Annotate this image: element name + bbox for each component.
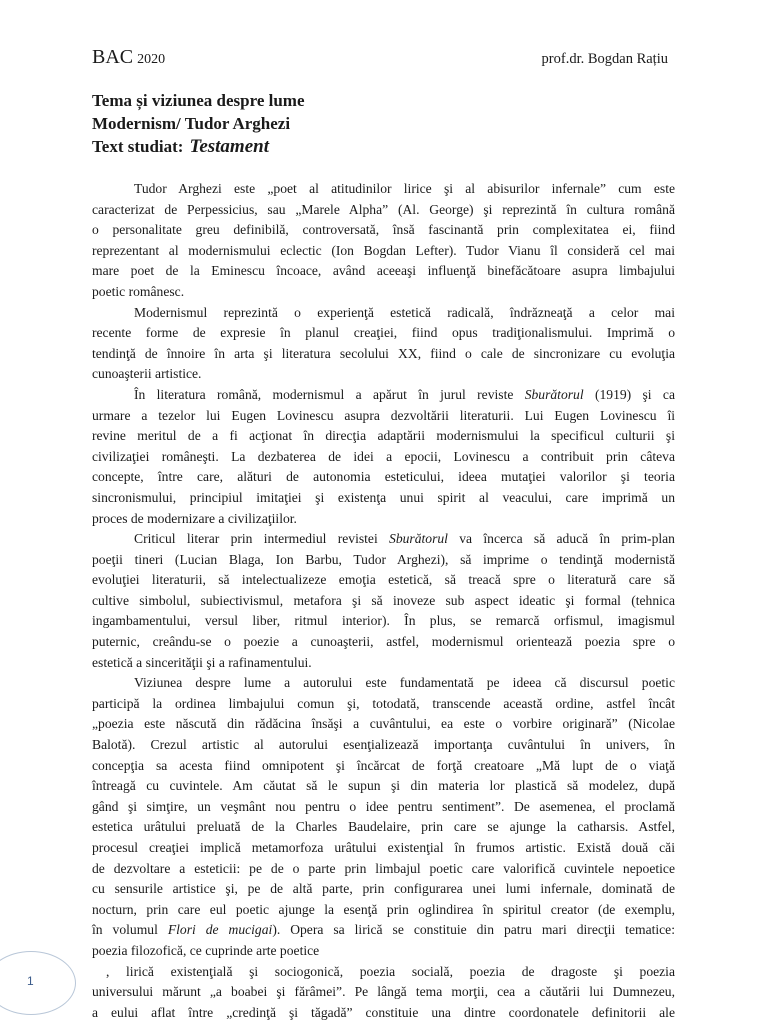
text-run: în volumul [92,922,168,938]
header-year: 2020 [137,52,166,67]
text-line: recente forme de expresie în planul creaţiei, fiind opus tradiţionalismului. Imprimă o [92,325,675,341]
text-line: gând şi simţire, un veşmânt nou pentru o idee pentru sentiment”. De asemenea, el proclamă [92,798,675,814]
volume-title: Flori de mucigai [167,922,273,938]
text-run: (1919) şi ca [583,386,675,402]
page-header [92,46,668,72]
text-line: caracterizat de Perpessicius, sau „Marele Alpha” (Al. George) şi reprezintă în cultura română [92,201,675,217]
text-run: În literatura română, modernismul a apărut în jurul reviste [134,386,525,402]
text-line: nocturn, prin care eul poetic ajunge la esenţă prin oglindirea în spiritul creator (de exemplu, [92,901,675,917]
text-line: urmare a tezelor lui Eugen Lovinescu asupra dezvoltării literaturii. Lui Eugen Lovinescu îi [92,407,675,423]
text-line: , lirică existenţială şi sociogonică, poezia socială, poezia de dragoste şi poezia [106,963,675,979]
text-line [92,385,675,406]
text-line: tendinţă de înnoire în arta şi literatura secolului XX, fiind o cale de sincronizare cu evoluţia [92,345,675,361]
text-line: poeţii tineri (Lucian Blaga, Ion Barbu, Tudor Arghezi), să imprime o tendinţă modernistă [92,551,675,567]
text-line: a eului aflat între „credinţă şi tăgadă” constituie una dintre coordonatele definitorii ale [92,1004,675,1020]
title-movement: Modernism/ Tudor Arghezi [92,114,291,133]
text-line: Balotă). Crezul artistic al autorului esenţializează importanţa cuvântului în univers, în [92,737,675,753]
text-line: sincronismului, principiul imitaţiei şi existenţa unui spirit al veacului, care imprimă un [92,489,675,505]
text-line: revine meritul de a fi acţionat în direcţia adaptării modernismului la specificul culturii şi [92,428,675,444]
text-line: o personalitate greu definibilă, controversată, însă fascinantă prin complexitatea ei, fiind [92,222,675,238]
text-line: reprezentant al modernismului eclectic (Ion Bogdan Lefter). Tudor Vianu îl consideră cel mai [92,242,675,258]
text-line: universului mărunt „a boabei şi fărâmei”. Pe lângă tema morţii, cea a căutării lui Dumnezeu, [92,984,675,1000]
magazine-title: Sburătorul [389,531,448,547]
text-line: poetic românesc. [92,283,185,299]
text-line: cunoaşterii artistice. [92,366,202,382]
text-line: proces de modernizare a civilizaţiilor. [92,510,297,526]
header-bac: BAC [92,46,134,68]
text-line: Modernismul reprezintă o experienţă estetică radicală, îndrăzneaţă a celor mai [134,304,675,320]
text-line: „poezia este născută din rădăcina însăşi a cuvântului, ea este o vorbire originară” (Nicolae [92,716,675,732]
text-line [92,529,675,550]
text-line: evoluţiei literaturii, să intelectualizeze emoţia estetică, să treacă spre o literatură care să [92,572,675,588]
text-line: cultive simbolul, subiectivismul, metafora şi să inoveze sub aspect ideatic şi formal (tehnica [92,592,675,608]
text-line: poezia filozofică, ce cuprinde arte poetice [92,942,320,958]
text-line: cu sensurile artistice şi, pe de altă parte, prin configurarea unei lumi infernale, dominată de [92,881,675,897]
text-line: mare poet de la Eminescu încoace, având aceeaşi influenţă binefăcătoare asupra limbajului [92,263,675,279]
title-theme: Tema și viziunea despre lume [92,91,305,110]
text-run: Criticul literar prin intermediul revistei [134,531,390,547]
text-line: estetică a sincerităţii şi a rafinamentului. [92,654,312,670]
text-line: puternic, creându-se o poezie a cunoaşterii, astfel, modernismul orientează poezia spre o [92,634,675,650]
text-line: civilizaţiei româneşti. La dezbaterea de idei a epocii, Lovinescu a contribuit prin câteva [92,448,675,464]
text-run: ). Opera sa lirică se constituie din patru mari direcţii tematice: [272,922,675,938]
text-line: de dezvoltare a esteticii: pe de o parte prin limbajul poetic care valorifică cuvintele nepoetice [92,860,675,876]
text-line: concepţia sa acesta fiind omnipotent şi încărcat de forţă creatoare „Mă lupt de o viaţă [92,757,675,773]
header-author: prof.dr. Bogdan Rațiu [541,51,668,67]
text-line: participă la ordinea limbajului comun şi, totodată, transcende această ordine, astfel încât [92,695,675,711]
header-exam-label [92,46,165,69]
magazine-title: Sburătorul [524,386,584,402]
title-studied-text [92,135,672,158]
text-line: estetica urâtului preluată de la Charles Baudelaire, prin care se ajunge la catharsis. Astfel, [92,819,675,835]
text-line: Tudor Arghezi este „poet al atitudinilor lirice şi al abisurilor infernale” cum este [134,181,675,196]
studied-text-label: Text studiat: [92,137,184,156]
body-text [92,179,675,1023]
text-line [92,920,675,941]
text-run: va încerca să aducă în prim-plan [447,531,675,547]
text-line: ingambamentului, versul liber, ritmul interior). În plus, se remarcă orfismul, imagismul [92,613,675,629]
document-titles [92,89,672,158]
text-line: concepte, între care, alături de autonomia esteticului, ideea mutaţiei valorilor şi teoria [92,469,675,485]
studied-work-title: Testament [189,136,269,157]
text-line: Viziunea despre lume a autorului este fundamentată pe ideea că discursul poetic [134,675,675,691]
page-number-badge [0,951,76,1015]
text-line: întreagă cu cuvintele. Am căutat să le supun şi din materia lor plastică să modelez, după [92,778,675,794]
page-number: 1 [27,974,34,988]
text-line: procesul creaţiei implică metamorfoza urâtului existenţial în frumos artistic. Există două căi [92,840,675,855]
